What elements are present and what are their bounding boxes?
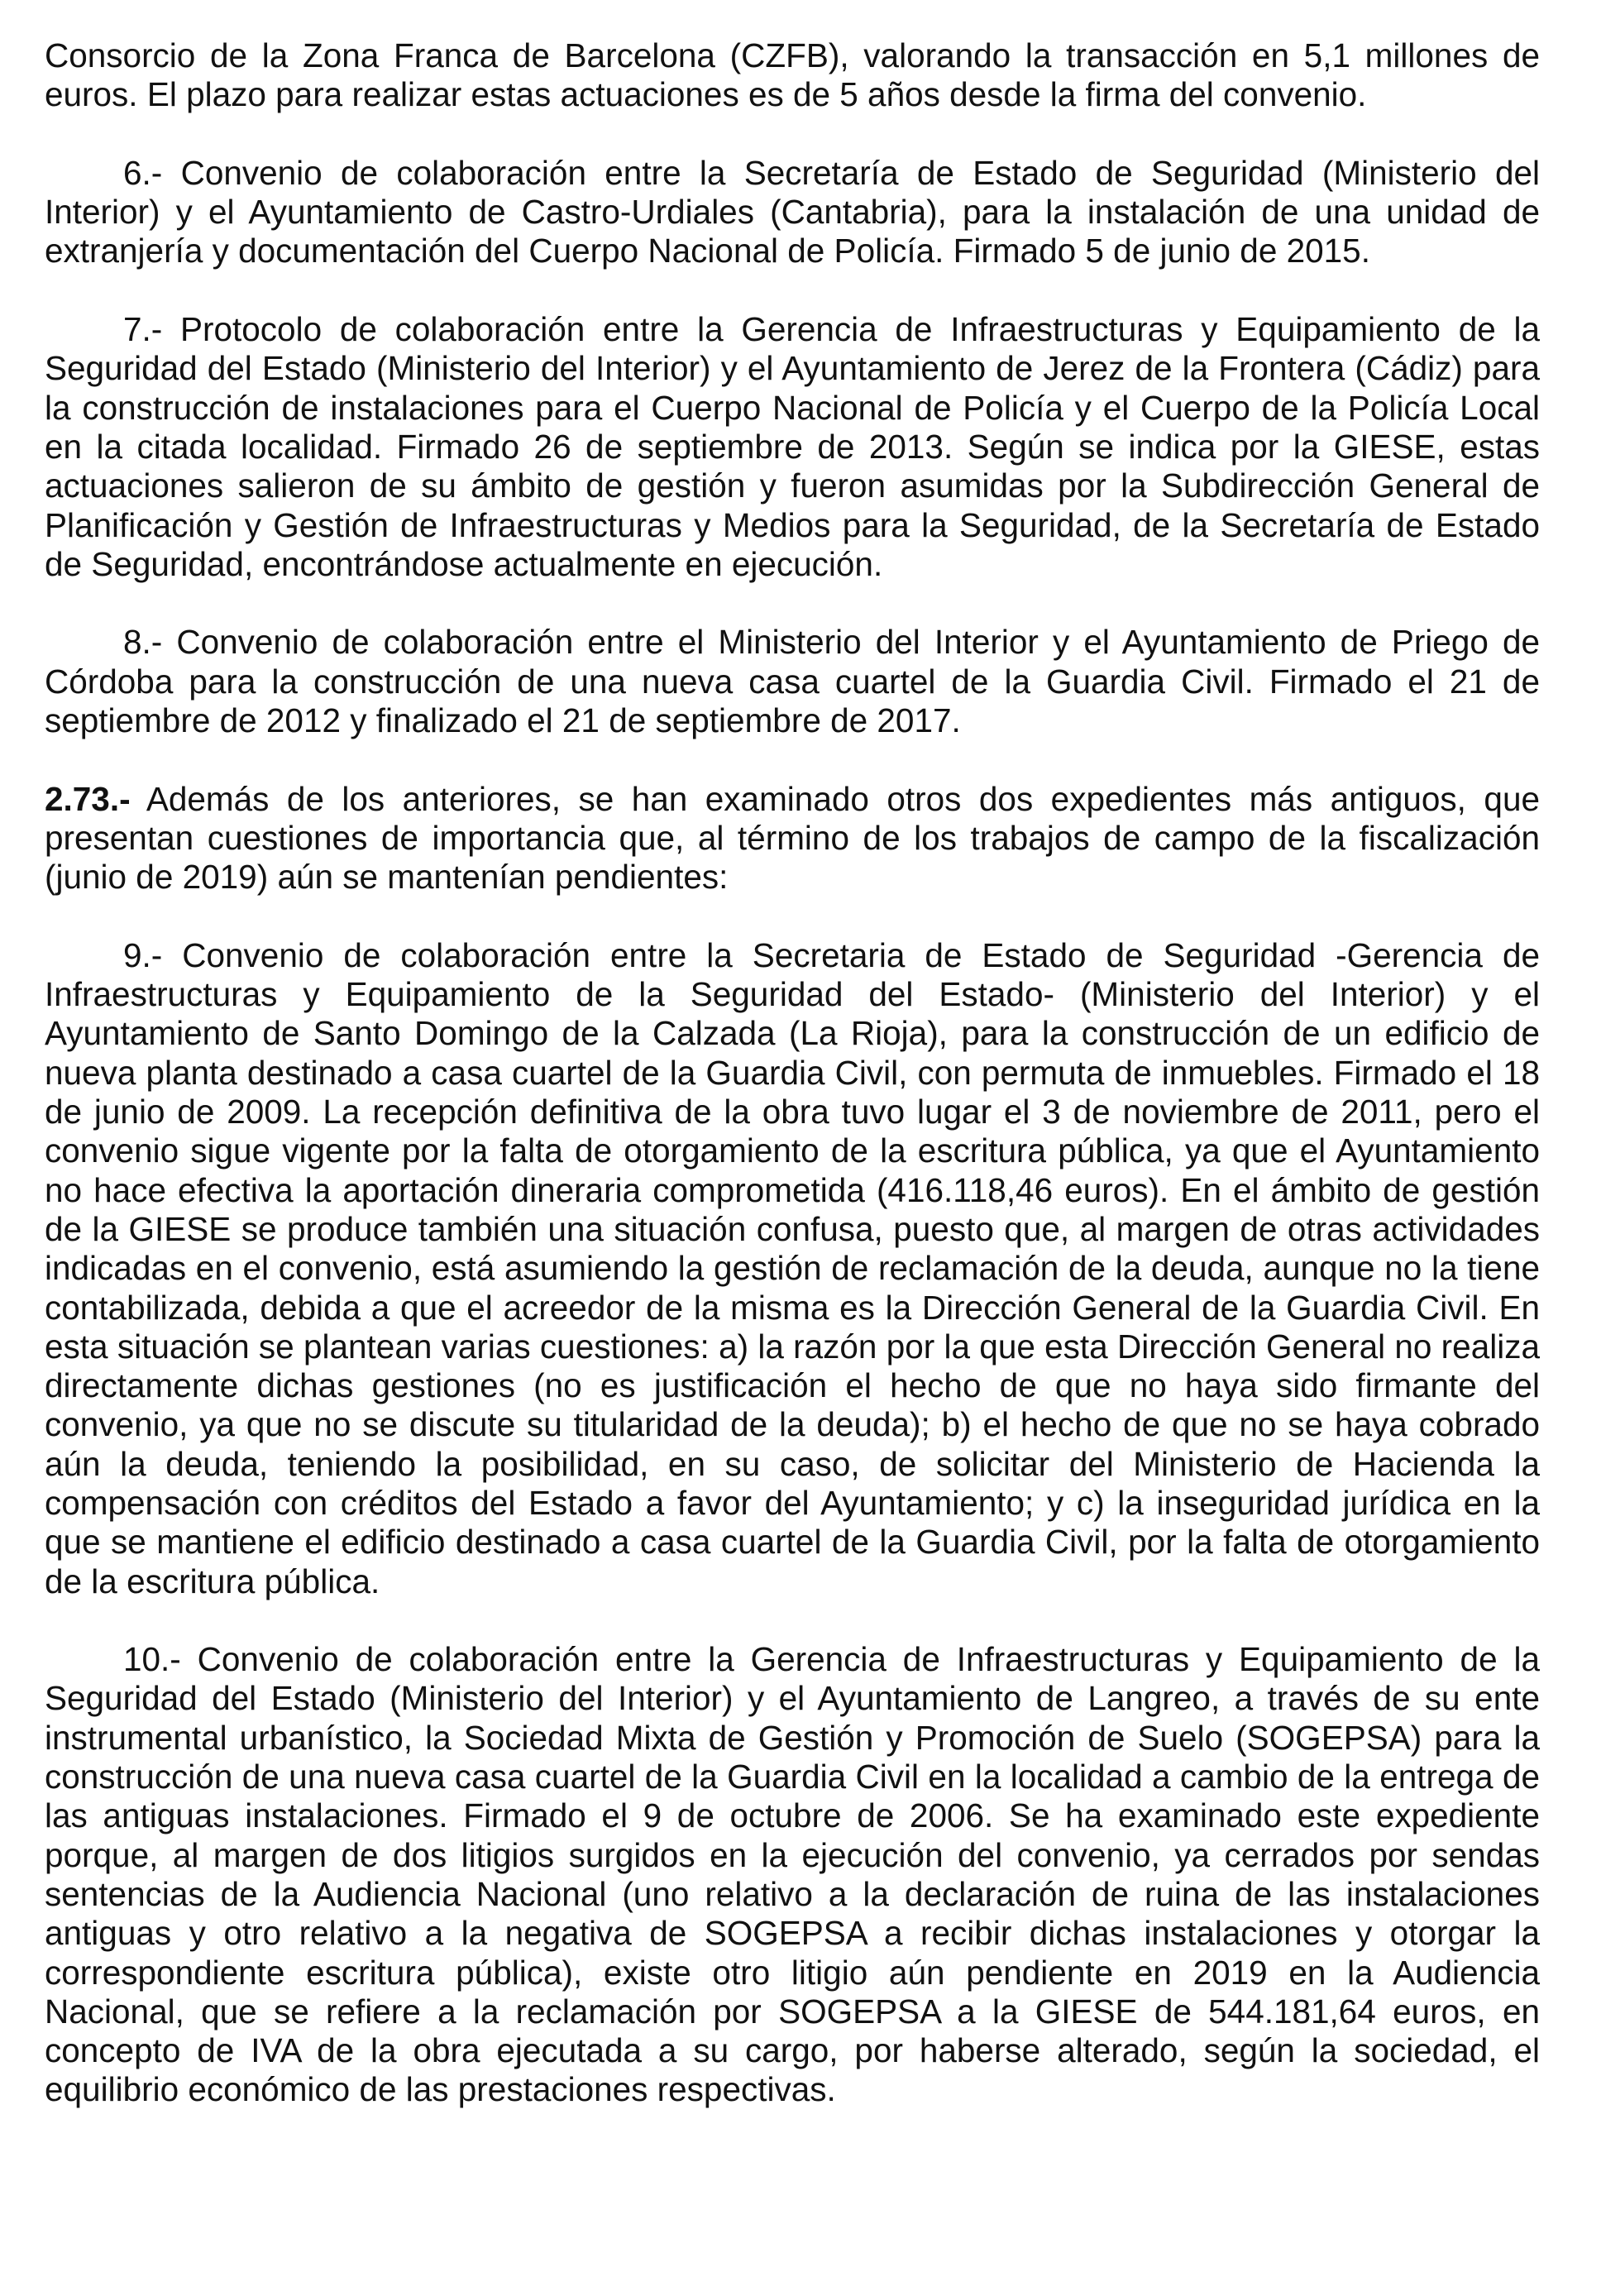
- section-number: 2.73.-: [45, 779, 131, 818]
- item-number: 8.-: [123, 623, 163, 662]
- paragraph-item-7: [45, 310, 1540, 584]
- item-number: 7.-: [123, 310, 163, 349]
- paragraph-section-2-73: [45, 780, 1540, 897]
- paragraph-text: Además de los anteriores, se han examinado otros dos expedientes más antiguos, que presentan cuestiones de importancia que, al término de los trabajos de campo de la fiscalización (junio de 2019) aún se mantenían pendientes:: [45, 779, 1540, 897]
- paragraph-text: Convenio de colaboración entre la Secretaria de Estado de Seguridad -Gerencia de Infraestructuras y Equipamiento de la Seguridad del Estado- (Ministerio del Interior) y el Ayuntamiento de Santo Domingo de la Calzada (La Rioja), para la construcción de un edificio de nueva planta destinado a casa cuartel de la Guardia Civil, con permuta de inmuebles. Firmado el 18 de junio de 2009. La recepción definitiva de la obra tuvo lugar el 3 de noviembre de 2011, pero el convenio sigue vigente por la falta de otorgamiento de la escritura pública, ya que el Ayuntamiento no hace efectiva la aportación dineraria comprometida (416.118,46 euros). En el ámbito de gestión de la GIESE se produce también una situación confusa, puesto que, al margen de otras actividades indicadas en el convenio, está asumiendo la gestión de reclamación de la deuda, aunque no la tiene contabilizada, debida a que el acreedor de la misma es la Dirección General de la Guardia Civil. En esta situación se plantean varias cuestiones: a) la razón por la que esta Dirección General no realiza directamente dichas gestiones (no es justificación el hecho de que no haya sido firmante del convenio, ya que no se discute su titularidad de la deuda); b) el hecho de que no se haya cobrado aún la deuda, teniendo la posibilidad, en su caso, de solicitar del Ministerio de Hacienda la compensación con créditos del Estado a favor del Ayuntamiento; y c) la inseguridad jurídica en la que se mantiene el edificio destinado a casa cuartel de la Guardia Civil, por la falta de otorgamiento de la escritura pública.: [45, 935, 1540, 1600]
- paragraph-text: Protocolo de colaboración entre la Gerencia de Infraestructuras y Equipamiento de la Seguridad del Estado (Ministerio del Interior) y el Ayuntamiento de Jerez de la Frontera (Cádiz) para la construcción de instalaciones para el Cuerpo Nacional de Policía y el Cuerpo de la Policía Local en la citada localidad. Firmado 26 de septiembre de 2013. Según se indica por la GIESE, estas actuaciones salieron de su ámbito de gestión y fueron asumidas por la Subdirección General de Planificación y Gestión de Infraestructuras y Medios para la Seguridad, de la Secretaría de Estado de Seguridad, encontrándose actualmente en ejecución.: [45, 310, 1540, 583]
- item-number: 6.-: [123, 153, 163, 192]
- paragraph-item-6: [45, 154, 1540, 271]
- paragraph-text: Convenio de colaboración entre la Gerencia de Infraestructuras y Equipamiento de la Seguridad del Estado (Ministerio del Interior) y el Ayuntamiento de Langreo, a través de su ente instrumental urbanístico, la Sociedad Mixta de Gestión y Promoción de Suelo (SOGEPSA) para la construcción de una nueva casa cuartel de la Guardia Civil en la localidad a cambio de la entrega de las antiguas instalaciones. Firmado el 9 de octubre de 2006. Se ha examinado este expediente porque, al margen de dos litigios surgidos en la ejecución del convenio, ya cerrados por sendas sentencias de la Audiencia Nacional (uno relativo a la declaración de ruina de las instalaciones antiguas y otro relativo a la negativa de SOGEPSA a recibir dichas instalaciones y otorgar la correspondiente escritura pública), existe otro litigio aún pendiente en 2019 en la Audiencia Nacional, que se refiere a la reclamación por SOGEPSA a la GIESE de 544.181,64 euros, en concepto de IVA de la obra ejecutada a su cargo, por haberse alterado, según la sociedad, el equilibrio económico de las prestaciones respectivas.: [45, 1640, 1540, 2109]
- document-page: [45, 36, 1540, 2149]
- paragraph-text: Consorcio de la Zona Franca de Barcelona (CZFB), valorando la transacción en 5,1 millones de euros. El plazo para realizar estas actuaciones es de 5 años desde la firma del convenio.: [45, 36, 1540, 114]
- paragraph-item-10: [45, 1640, 1540, 2110]
- paragraph-item-8: [45, 623, 1540, 740]
- item-number: 9.-: [123, 935, 163, 974]
- paragraph-text: Convenio de colaboración entre el Ministerio del Interior y el Ayuntamiento de Priego de Córdoba para la construcción de una nueva casa cuartel de la Guardia Civil. Firmado el 21 de septiembre de 2012 y finalizado el 21 de septiembre de 2017.: [45, 623, 1540, 740]
- item-number: 10.-: [123, 1640, 181, 1679]
- paragraph-continuation: [45, 36, 1540, 115]
- paragraph-item-9: [45, 936, 1540, 1601]
- paragraph-text: Convenio de colaboración entre la Secretaría de Estado de Seguridad (Ministerio del Interior) y el Ayuntamiento de Castro-Urdiales (Cantabria), para la instalación de una unidad de extranjería y documentación del Cuerpo Nacional de Policía. Firmado 5 de junio de 2015.: [45, 153, 1540, 270]
